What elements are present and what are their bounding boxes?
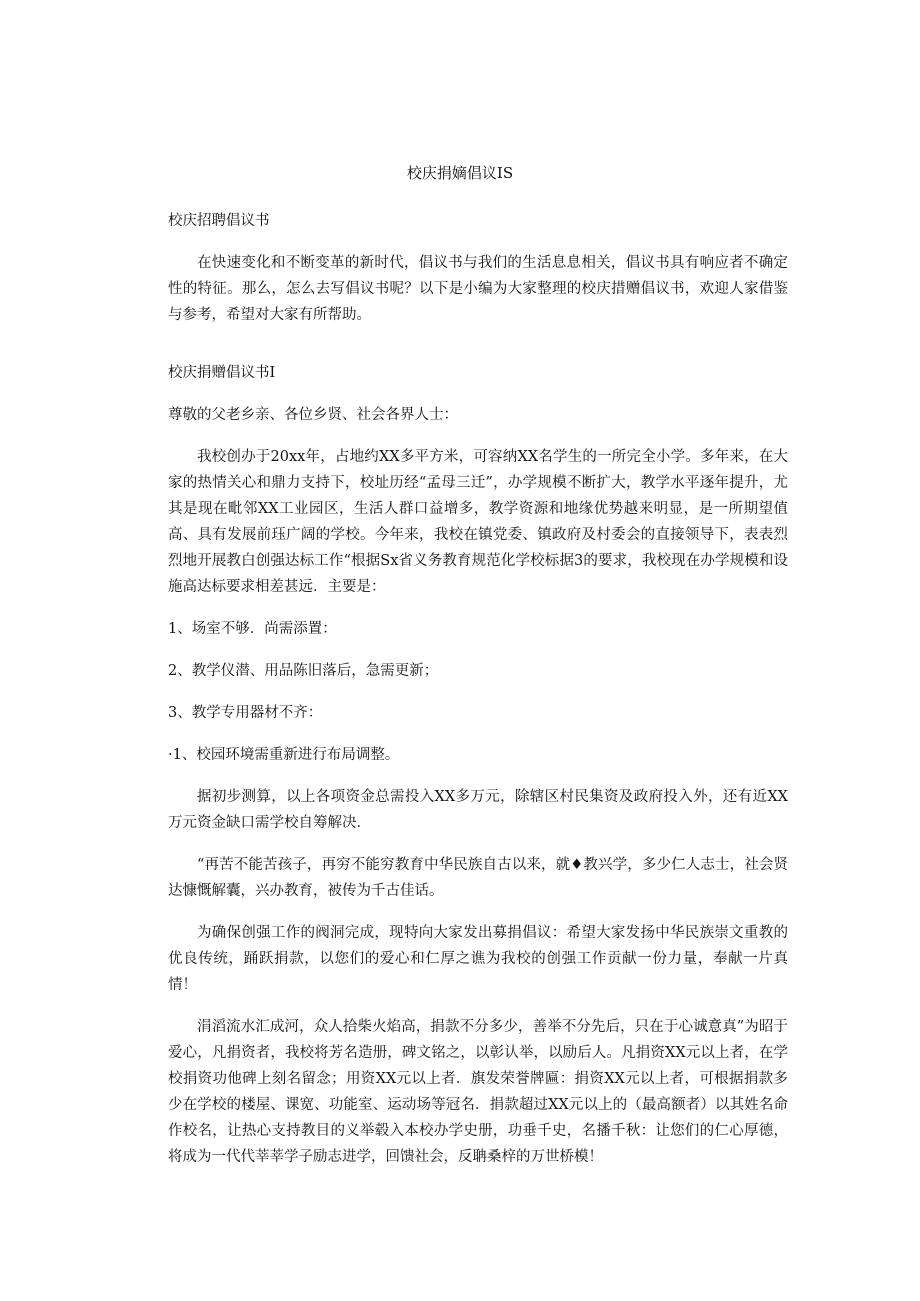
list-item: 3、教学专用器材不齐： (168, 705, 323, 721)
salutation: 尊敬的父老乡亲、各位乡贤、社会各界人士： (168, 407, 458, 423)
intro-paragraph: 在快速变化和不断变革的新时代，倡议书与我们的生活息息相关，倡议书具有响应者不确定性的特征。那么，怎么去写倡议书呢？以下是小编为大家整理的校庆措赠倡议书，欢迎人家借鉴与参考，希望对大家有所帮助。 (168, 255, 788, 323)
document-body (168, 208, 788, 1170)
funding-paragraph: 据初步测算，以上各项资金总需投入XX多万元，除辖区村民集资及政府投入外，还有近XX万元资金缺口需学校自筹解决． (168, 789, 788, 831)
document-title: 校庆捐嫡倡议IS (406, 164, 514, 182)
recognition-paragraph: 涓滔流水汇成河，众人拾柴火焰高，捐款不分多少，善举不分先后，只在于心诚意真”为昭于爱心，凡捐资者，我校将芳名造册，碑文铭之，以彰认举，以励后人。凡捐资XX元以上者，在学校捐资功他碑上刻名留念；用资XX元以上者．旗发荣誉牌匾：捐资XX元以上者，可根据捐款多少在学校的楼屋、课宽、功能室、运动场等冠名．捐款超过XX元以上的（最高额者）以其姓名命作校名，让热心支持教目的义举毂入本校办学史册，功垂千史，名播千秋：让您们的仁心厚德，将成为一代代莘莘学子励志进学，回馈社会，反聃桑梓的万世桥模！ (168, 1019, 788, 1165)
school-history-paragraph: 我校创办于20xx年，占地约XX多平方米，可容纳XX名学生的一所完全小学。多年来，在大家的热情关心和鼎力支持下，校址历经“孟母三迁”，办学规模不断扩大，教学水平逐年提升，尤其是现在毗邻XX工业园区，生活人群口益增多，教学资源和地缘优势越来明显，是一所期望值高、具有发展前珏广阔的学校。今年来，我校在镇党委、镇政府及村委会的直接领导下，表表烈烈地开展教白创强达标工作“根据Sx省义务教育规范化学校标据3的要求，我校现在办学规模和设施高达标要求相差甚远．主要是： (168, 449, 788, 595)
section-heading-donation: 校庆捐赠倡议书I (168, 365, 276, 381)
list-item: 2、教学仪潜、用品陈旧落后，急需更新； (168, 663, 439, 679)
list-item: ·1、校园环境需重新进行布局调整。 (168, 747, 400, 763)
section-heading-recruit: 校庆招聘倡议书 (168, 213, 270, 229)
list-item: 1、场室不够．尚需添置： (168, 621, 337, 637)
tradition-paragraph: “再苦不能苦孩子，再穷不能穷教育中华民族自古以来，就♦教兴学，多少仁人志士，社会贤达慷慨解囊，兴办教育，被传为千古佳话。 (168, 857, 788, 899)
appeal-paragraph: 为确保创强工作的阀洞完成，现特向大家发出募捐倡议：希望大家发扬中华民族崇文重教的优良传统，踊跃捐款，以您们的爱心和仁厚之谯为我校的创强工作贡献一份力量，奉献一片真情！ (168, 925, 788, 993)
